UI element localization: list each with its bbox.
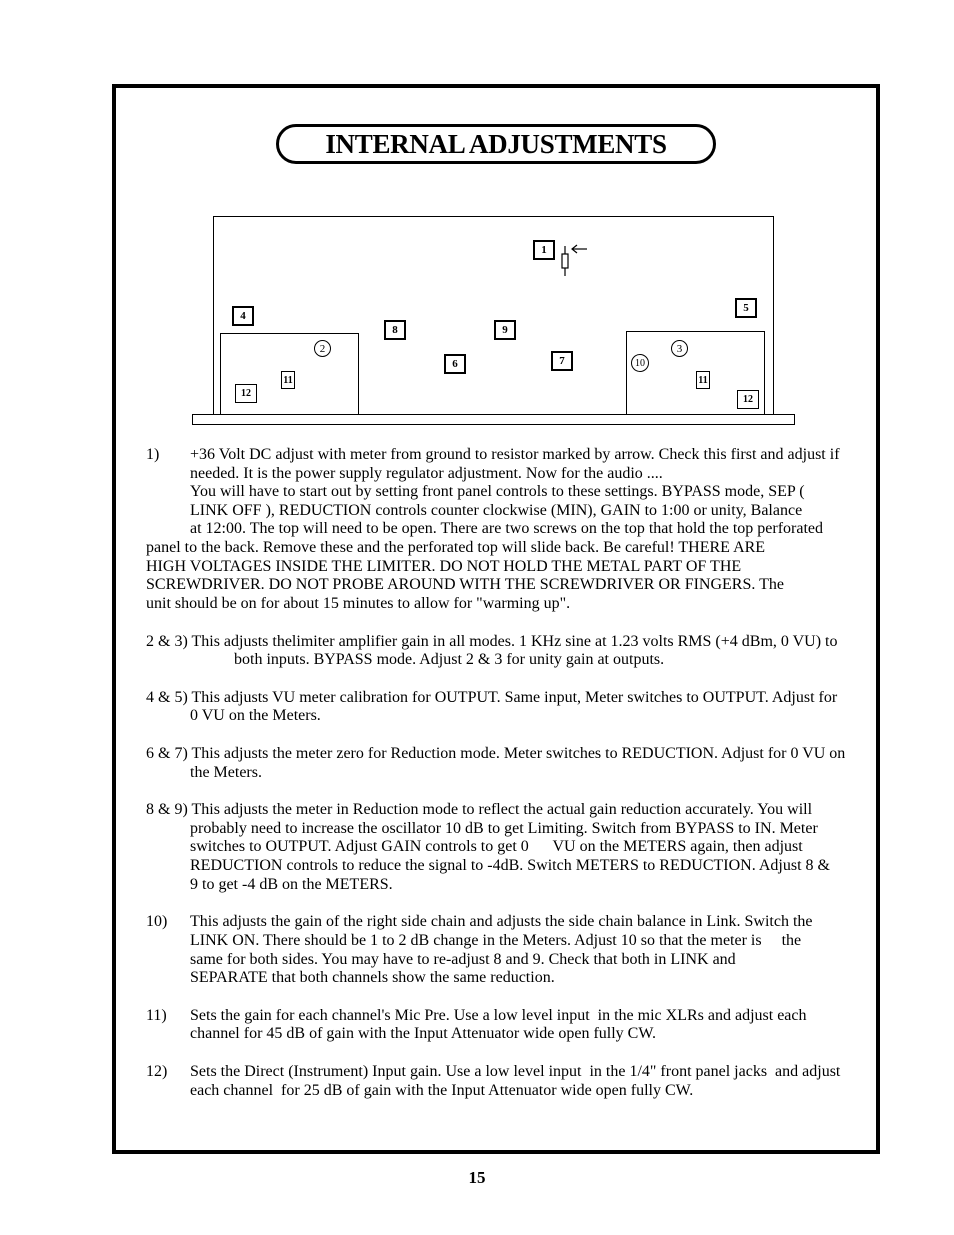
item-number: 1) [146, 446, 160, 463]
adjust-label-11-right: 11 [696, 371, 710, 389]
trimpot-2: 2 [314, 340, 331, 357]
resistor-arrow-icon [558, 244, 588, 278]
text-line: panel to the back. Remove these and the perforated top will slide back. Be careful! THERE ARE [146, 539, 766, 556]
adjust-label-1: 1 [533, 240, 555, 260]
text-line: LINK OFF ), REDUCTION controls counter clockwise (MIN), GAIN to 1:00 or unity, Balance [190, 502, 803, 519]
adjust-label-4: 4 [232, 306, 254, 326]
text-line: unit should be on for about 15 minutes to allow for "warming up". [146, 595, 571, 612]
text-line: +36 Volt DC adjust with meter from ground to resistor marked by arrow. Check this first and adjust if [190, 446, 840, 463]
adjust-label-7: 7 [551, 351, 573, 371]
text-line: SCREWDRIVER. DO NOT PROBE AROUND WITH THE SCREWDRIVER OR FINGERS. The [146, 576, 784, 593]
text-line: REDUCTION controls to reduce the signal to -4dB. Switch METERS to REDUCTION. Adjust 8 & [190, 857, 830, 874]
text-line: This adjusts the gain of the right side chain and adjusts the side chain balance in Link. Switch the [190, 913, 813, 930]
item-number: 10) [146, 913, 168, 930]
text-line: the Meters. [190, 764, 262, 781]
text-line: 6 & 7) This adjusts the meter zero for Reduction mode. Meter switches to REDUCTION. Adjust for 0 VU on [146, 745, 846, 762]
text-line: SEPARATE that both channels show the same reduction. [190, 969, 555, 986]
text-line: both inputs. BYPASS mode. Adjust 2 & 3 for unity gain at outputs. [234, 651, 665, 668]
text-line: Sets the Direct (Instrument) Input gain. Use a low level input in the 1/4" front panel jacks and adjust [190, 1063, 841, 1080]
text-line: 4 & 5) This adjusts VU meter calibration for OUTPUT. Same input, Meter switches to OUTPUT. Adjust for [146, 689, 838, 706]
adjust-label-12-right: 12 [737, 390, 759, 409]
adjust-label-9: 9 [494, 320, 516, 340]
text-line: LINK ON. There should be 1 to 2 dB change in the Meters. Adjust 10 so that the meter is the [190, 932, 802, 949]
page-number: 15 [468, 1168, 486, 1187]
text-line: needed. It is the power supply regulator adjustment. Now for the audio .... [190, 465, 663, 482]
text-line: 2 & 3) This adjusts thelimiter amplifier gain in all modes. 1 KHz sine at 1.23 volts RMS (+4 dBm, 0 VU) to [146, 633, 838, 650]
adjust-label-6: 6 [444, 354, 466, 374]
text-line: switches to OUTPUT. Adjust GAIN controls to get 0 VU on the METERS again, then adjust [190, 838, 803, 855]
text-line: at 12:00. The top will need to be open. There are two screws on the top that hold the top perforated [190, 520, 824, 537]
text-line: 0 VU on the Meters. [190, 707, 321, 724]
text-line: HIGH VOLTAGES INSIDE THE LIMITER. DO NOT HOLD THE METAL PART OF THE [146, 558, 742, 575]
internal-layout-diagram [0, 0, 954, 440]
text-line: 8 & 9) This adjusts the meter in Reduction mode to reflect the actual gain reduction accurately. You will [146, 801, 813, 818]
text-line: channel for 45 dB of gain with the Input Attenuator wide open fully CW. [190, 1025, 656, 1042]
adjust-label-8: 8 [384, 320, 406, 340]
item-number: 11) [146, 1007, 167, 1024]
adjust-label-12-left: 12 [235, 384, 257, 403]
page-title: INTERNAL ADJUSTMENTS [325, 128, 667, 159]
text-line: Sets the gain for each channel's Mic Pre. Use a low level input in the mic XLRs and adjust each [190, 1007, 807, 1024]
text-line: You will have to start out by setting front panel controls to these settings. BYPASS mode, SEP ( [190, 483, 805, 500]
trimpot-3: 3 [671, 340, 688, 357]
text-line: probably need to increase the oscillator 10 dB to get Limiting. Switch from BYPASS to IN. Meter [190, 820, 818, 837]
item-number: 12) [146, 1063, 168, 1080]
text-line: each channel for 25 dB of gain with the Input Attenuator wide open fully CW. [190, 1082, 694, 1099]
text-line: same for both sides. You may have to re-adjust 8 and 9. Check that both in LINK and [190, 951, 736, 968]
chassis-base [192, 414, 795, 425]
adjust-label-11-left: 11 [281, 371, 295, 389]
text-line: 9 to get -4 dB on the METERS. [190, 876, 393, 893]
adjust-label-5: 5 [735, 298, 757, 318]
trimpot-10: 10 [631, 354, 649, 372]
